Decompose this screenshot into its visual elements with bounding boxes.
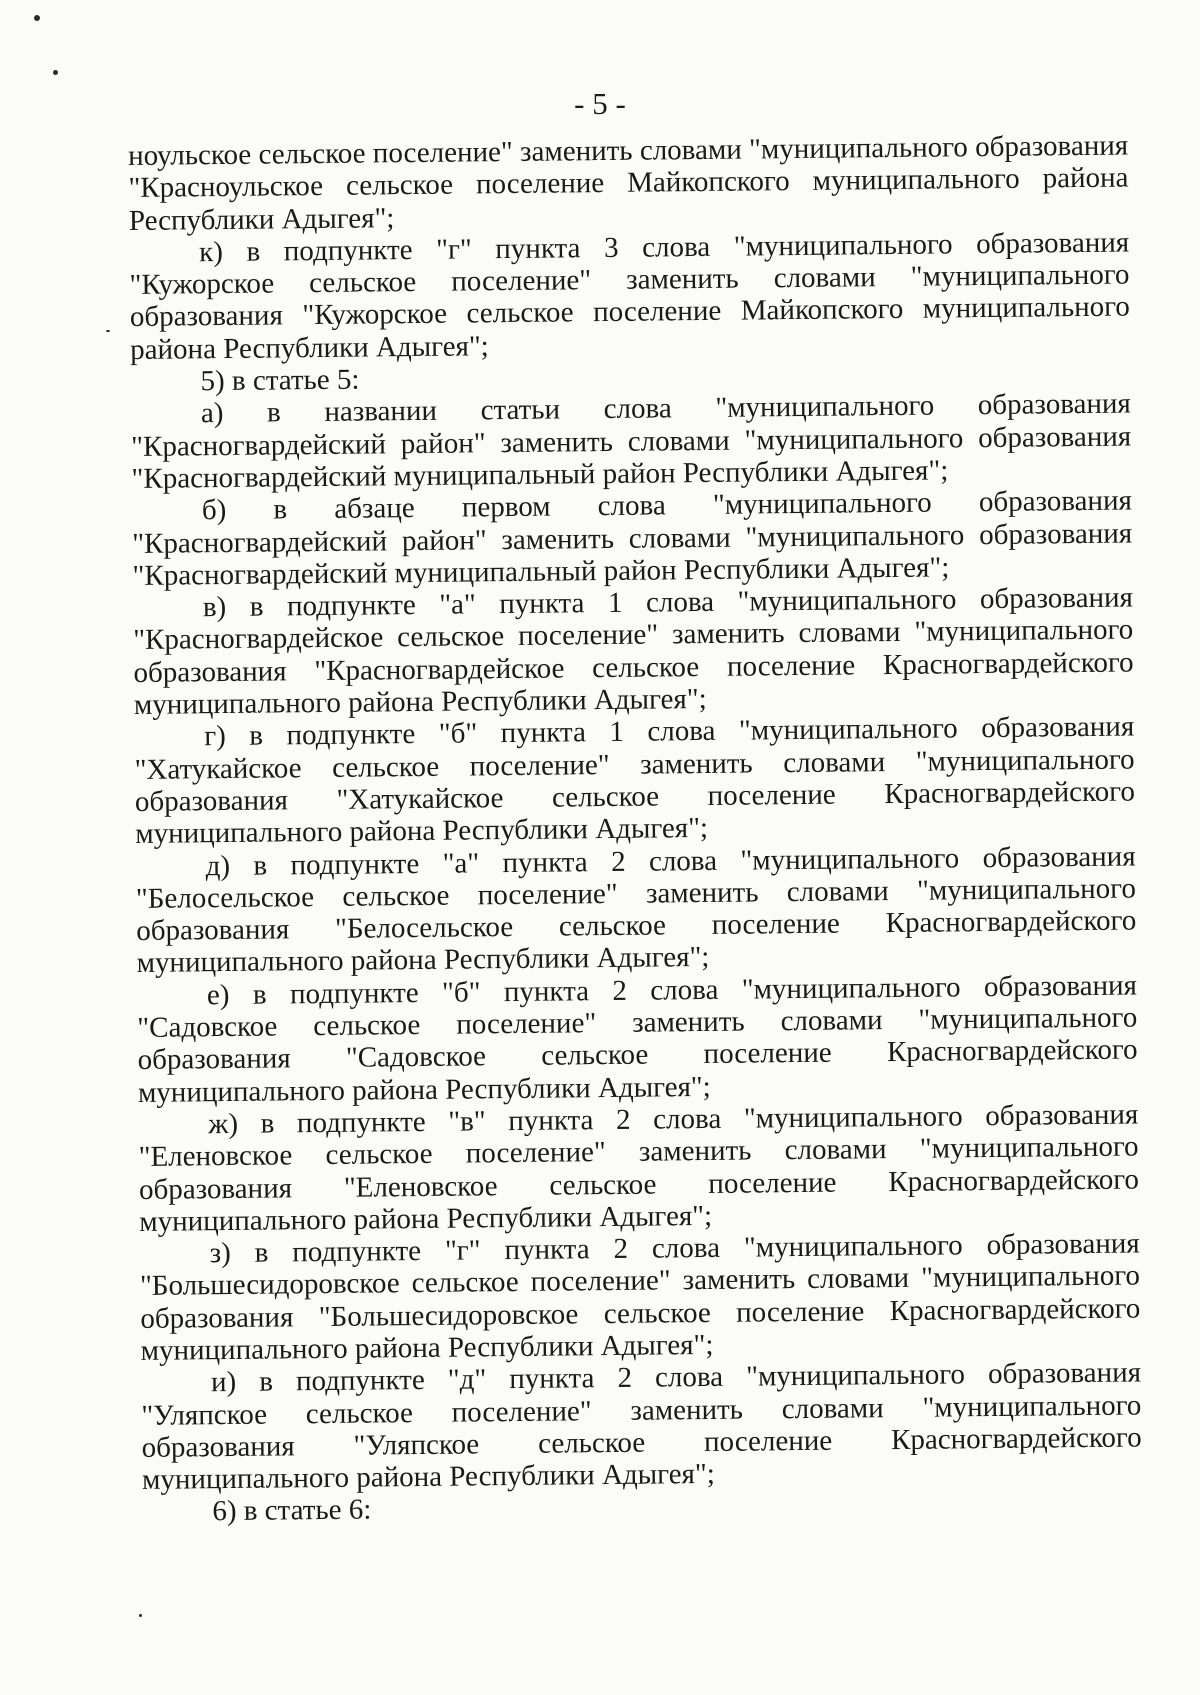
- paragraph: а) в названии статьи слова "муниципального образования "Красногвардейский район" заменить словами "муниципального образования "Красногвардейский муниципальный район Республики Адыгея";: [131, 387, 1132, 495]
- scan-speck: [139, 1614, 142, 1617]
- paragraph: з) в подпункте "г" пункта 2 слова "муниципального образования "Большесидоровское сельское поселение" заменить словами "муниципального образования "Большесидоровское сельское поселение Красногвардейского муниципального района Республики Адыгея";: [139, 1227, 1141, 1367]
- paragraph: б) в абзаце первом слова "муниципального образования "Красногвардейский район" заменить словами "муниципального образования "Красногвардейский муниципальный район Республики Адыгея";: [132, 484, 1133, 592]
- paragraph: к) в подпункте "г" пункта 3 слова "муниципального образования "Кужорское сельское поселение" заменить словами "муниципального образования "Кужорское сельское поселение Майкопского муниципального района Республики Адыгея";: [129, 226, 1130, 366]
- scan-speck: [106, 330, 110, 332]
- page-number: - 5 -: [574, 86, 626, 121]
- paragraph: д) в подпункте "а" пункта 2 слова "муниципального образования "Белосельское сельское поселение" заменить словами "муниципального образования "Белосельское сельское поселение Красногвардейского муниципального района Республики Адыгея";: [135, 840, 1137, 980]
- document-body: [128, 130, 1142, 1529]
- paragraph: и) в подпункте "д" пункта 2 слова "муниципального образования "Уляпское сельское поселение" заменить словами "муниципального образования "Уляпское сельское поселение Красногвардейского муниципального района Республики Адыгея";: [141, 1356, 1142, 1497]
- paragraph: ж) в подпункте "в" пункта 2 слова "муниципального образования "Еленовское сельское поселение" заменить словами "муниципального образования "Еленовское сельское поселение Красногвардейского муниципального района Республики Адыгея";: [138, 1098, 1140, 1238]
- paragraph: в) в подпункте "а" пункта 1 слова "муниципального образования "Красногвардейское сельское поселение" заменить словами "муниципального образования "Красногвардейское сельское поселение Красногвардейского муниципального района Республики Адыгея";: [133, 581, 1134, 722]
- paragraph: 6) в статье 6:: [212, 1493, 372, 1528]
- paragraph: 5) в статье 5:: [200, 363, 360, 398]
- paragraph: ноульское сельское поселение" заменить словами "муниципального образования "Красноульское сельское поселение Майкопского муниципального района Республики Адыгея";: [128, 129, 1129, 237]
- scan-speck: [53, 70, 58, 75]
- scan-speck: [34, 15, 40, 21]
- paragraph: г) в подпункте "б" пункта 1 слова "муниципального образования "Хатукайское сельское поселение" заменить словами "муниципального образования "Хатукайское сельское поселение Красногвардейского муниципального района Республики Адыгея";: [134, 710, 1136, 851]
- paragraph: е) в подпункте "б" пункта 2 слова "муниципального образования "Садовское сельское поселение" заменить словами "муниципального образования "Садовское сельское поселение Красногвардейского муниципального района Республики Адыгея";: [137, 969, 1138, 1109]
